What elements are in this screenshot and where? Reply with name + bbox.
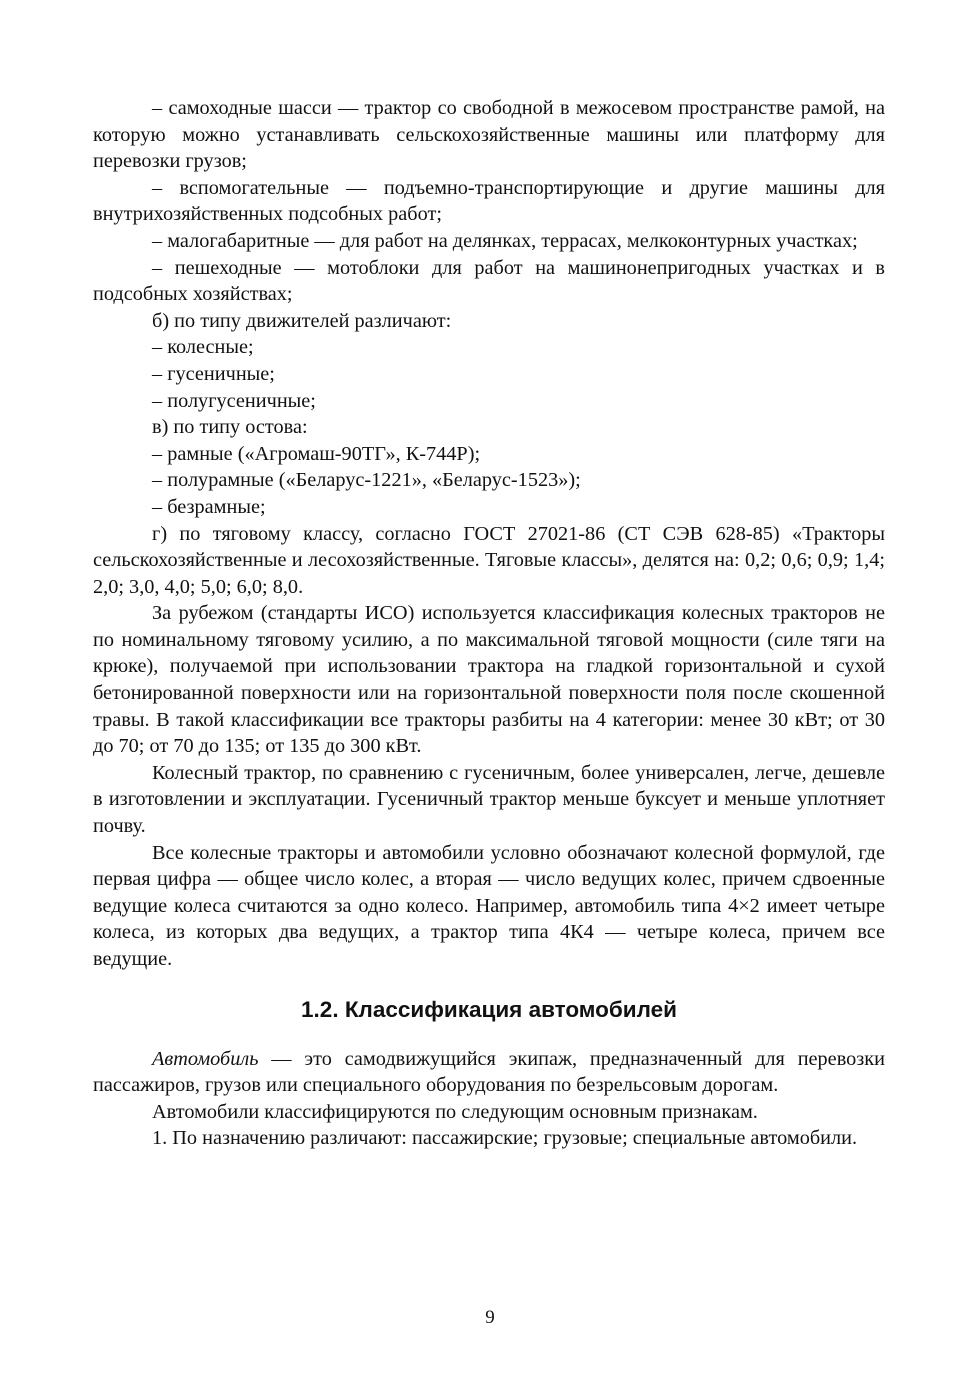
paragraph-auxiliary: – вспомогательные — подъемно-транспортирующие и другие машины для внутрихозяйственных подсобных работ; bbox=[93, 176, 885, 226]
list-item-wheeled: – колесные; bbox=[152, 336, 254, 359]
definition-term: Автомобиль bbox=[152, 1047, 259, 1070]
paragraph-by-purpose: 1. По назначению различают: пассажирские; грузовые; специальные автомобили. bbox=[152, 1127, 858, 1150]
paragraph-classification-intro: Автомобили классифицируются по следующим основным признакам. bbox=[152, 1100, 758, 1123]
page-body bbox=[93, 95, 885, 1152]
list-item-semi-frame: – полурамные («Беларус-1221», «Беларус-1523»); bbox=[152, 469, 581, 492]
paragraph-traction-class: г) по тяговому классу, согласно ГОСТ 27021-86 (СТ СЭВ 628-85) «Тракторы сельскохозяйственные и лесохозяйственные. Тяговые классы», делятся на: 0,2; 0,6; 0,9; 1,4; 2,0; 3,0, 4,0; 5,0; 6,0; 8,0. bbox=[93, 522, 885, 598]
list-intro-frame: в) по типу остова: bbox=[152, 416, 308, 439]
paragraph-walk-behind: – пешеходные — мотоблоки для работ на машинонепригодных участках и в подсобных хозяйствах; bbox=[93, 256, 885, 306]
list-item-half-tracked: – полугусеничные; bbox=[152, 389, 316, 412]
paragraph-compact: – малогабаритные — для работ на делянках, террасах, мелкоконтурных участках; bbox=[152, 229, 858, 252]
section-heading: 1.2. Классификация автомобилей bbox=[301, 996, 677, 1022]
list-item-tracked: – гусеничные; bbox=[152, 362, 275, 385]
paragraph-definition bbox=[93, 1046, 885, 1099]
page-number: 9 bbox=[485, 1307, 495, 1328]
paragraph-wheeled-vs-tracked: Колесный трактор, по сравнению с гусеничным, более универсален, легче, дешевле в изготовлении и эксплуатации. Гусеничный трактор меньше буксует и меньше уплотняет почву. bbox=[93, 761, 885, 838]
paragraph-iso-classification: За рубежом (стандарты ИСО) используется классификация колесных тракторов не по номинальному тяговому усилию, а по максимальной тяговой мощности (силе тяги на крюке), получаемой при использовании трактора на гладкой горизонтальной и сухой бетонированной поверхности или на горизонтальной поверхности поля после скошенной травы. В такой классификации все тракторы разбиты на 4 категории: менее 30 кВт; от 30 до 70; от 70 до 135; от 135 до 300 кВт. bbox=[93, 602, 885, 758]
list-item-frame: – рамные («Агромаш-90ТГ», К-744Р); bbox=[152, 442, 481, 465]
list-item-frameless: – безрамные; bbox=[152, 495, 266, 518]
paragraph-wheel-formula: Все колесные тракторы и автомобили условно обозначают колесной формулой, где первая цифра — общее число колес, а вторая — число ведущих колес, причем сдвоенные ведущие колеса считаются за одно колесо. Например, автомобиль типа 4×2 имеет четыре колеса, из которых два ведущих, а трактор типа 4К4 — четыре колеса, причем все ведущие. bbox=[93, 841, 885, 970]
list-intro-propulsion: б) по типу движителей различают: bbox=[152, 309, 452, 332]
paragraph-self-propelled-chassis: – самоходные шасси — трактор со свободной в межосевом пространстве рамой, на которую можно устанавливать сельскохозяйственные машины или платформу для перевозки грузов; bbox=[93, 97, 885, 173]
definition-text: — это самодвижущийся экипаж, предназначенный для перевозки пассажиров, грузов или специального оборудования по безрельсовым дорогам. bbox=[93, 1047, 885, 1097]
